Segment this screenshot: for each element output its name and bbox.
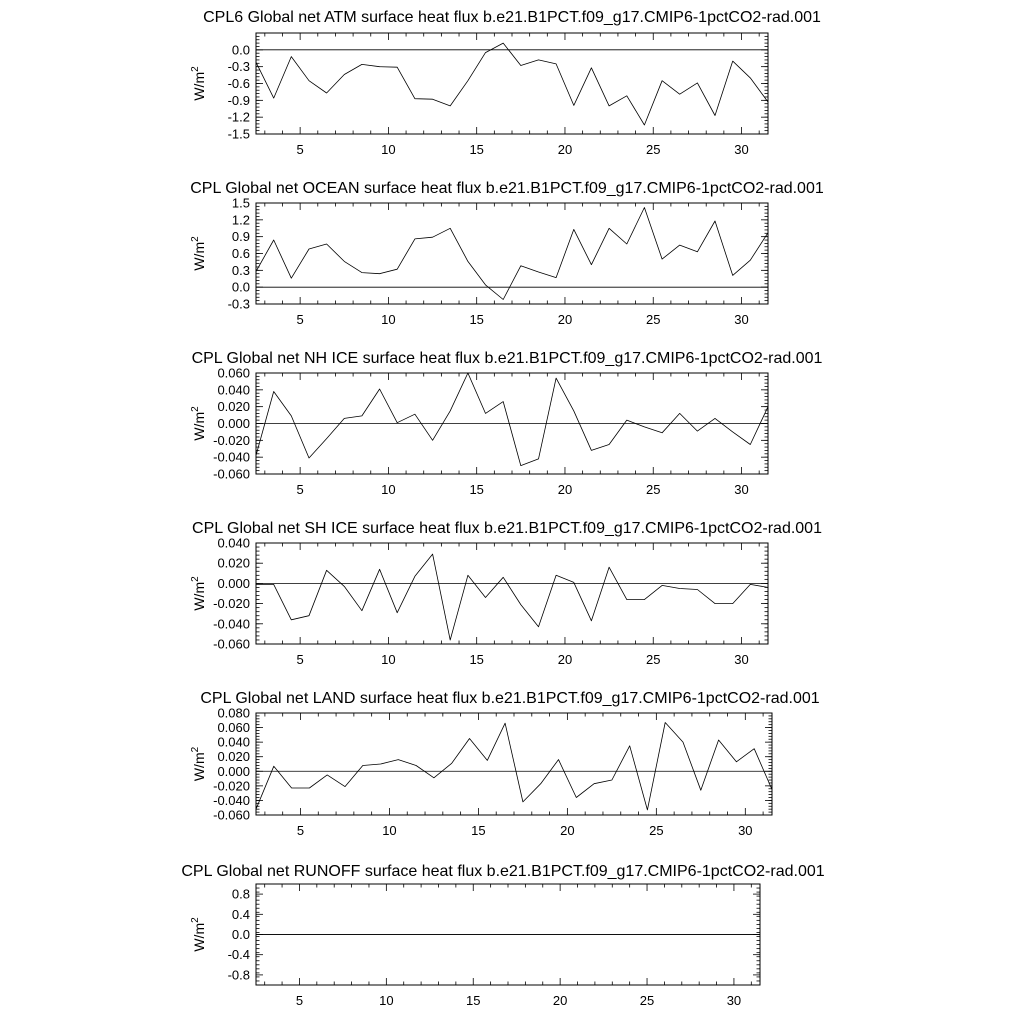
y-axis-label-exponent: 2	[190, 576, 201, 582]
y-axis-label	[190, 576, 207, 611]
chart-title: CPL6 Global net ATM surface heat flux b.e21.B1PCT.f09_g17.CMIP6-1pctCO2-rad.001	[203, 9, 821, 26]
x-tick-label: 5	[296, 312, 304, 327]
y-tick-label: -0.020	[213, 778, 250, 794]
y-tick-label: -1.2	[227, 109, 250, 125]
y-tick-label: -0.020	[213, 596, 250, 612]
x-tick-label: 10	[381, 652, 396, 667]
x-tick-label: 10	[381, 482, 396, 497]
x-tick-label: 25	[646, 142, 661, 157]
y-tick-label: 0.0	[231, 279, 250, 295]
x-tick-label: 10	[382, 823, 397, 838]
x-tick-label: 5	[296, 482, 304, 497]
y-axis-label-unit: W/m	[191, 752, 207, 782]
x-tick-label: 15	[469, 482, 484, 497]
x-tick-label: 10	[381, 142, 396, 157]
chart-panel-2	[190, 180, 824, 327]
data-series-line	[256, 208, 768, 300]
y-axis-label-exponent: 2	[190, 917, 201, 923]
x-tick-label: 25	[646, 312, 661, 327]
y-axis-label-exponent: 2	[190, 236, 201, 242]
x-tick-label: 5	[296, 142, 304, 157]
plot-frame	[256, 543, 768, 644]
y-axis-label-unit: W/m	[191, 71, 207, 101]
x-tick-label: 15	[469, 142, 484, 157]
y-tick-label: 0.020	[217, 399, 250, 415]
data-series-line	[256, 373, 768, 466]
y-axis-label-exponent: 2	[190, 746, 201, 753]
y-tick-label: -0.060	[213, 466, 250, 482]
x-tick-label: 30	[734, 312, 749, 327]
y-tick-label: 0.000	[217, 575, 250, 591]
chart-title: CPL Global net RUNOFF surface heat flux b.e21.B1PCT.f09_g17.CMIP6-1pctCO2-rad.001	[181, 863, 825, 880]
x-tick-label: 15	[471, 823, 486, 838]
y-tick-label: 0.000	[217, 763, 250, 779]
data-series-line	[256, 43, 768, 125]
x-tick-label: 5	[296, 823, 305, 838]
y-tick-label: 0.020	[217, 555, 250, 571]
y-tick-label: -0.060	[213, 636, 250, 652]
x-tick-label: 20	[557, 142, 573, 157]
x-tick-label: 30	[738, 823, 753, 838]
y-tick-label: 0.040	[217, 535, 250, 551]
x-tick-label: 30	[734, 652, 749, 667]
y-tick-label: 0.4	[231, 906, 250, 922]
chart-panel-1	[190, 9, 821, 157]
y-axis-label	[190, 66, 207, 101]
y-tick-label: -0.040	[213, 449, 250, 465]
plot-frame	[256, 203, 768, 304]
y-tick-label: 1.2	[231, 212, 250, 228]
y-tick-label: 0.6	[231, 246, 250, 261]
x-tick-label: 15	[469, 652, 484, 667]
x-tick-label: 10	[381, 312, 396, 327]
x-tick-label: 30	[734, 482, 749, 497]
x-tick-label: 20	[557, 652, 573, 667]
x-tick-label: 30	[734, 142, 749, 157]
chart-title: CPL Global net SH ICE surface heat flux b.e21.B1PCT.f09_g17.CMIP6-1pctCO2-rad.001	[192, 520, 822, 537]
y-tick-label: 0.000	[217, 416, 250, 431]
y-axis-label	[190, 406, 207, 441]
y-axis-label	[190, 236, 207, 271]
y-axis-label-unit: W/m	[191, 411, 207, 441]
x-tick-label: 5	[295, 993, 304, 1008]
x-tick-label: 20	[557, 482, 573, 497]
y-tick-label: 0.060	[217, 720, 250, 736]
x-tick-label: 15	[466, 993, 481, 1008]
chart-panel-3	[190, 350, 823, 497]
y-tick-label: 0.040	[217, 734, 250, 750]
x-tick-label: 10	[379, 993, 394, 1008]
x-tick-label: 5	[296, 652, 304, 667]
x-tick-label: 20	[552, 993, 568, 1008]
chart-panel-5	[190, 690, 820, 838]
y-tick-label: -0.040	[213, 792, 250, 808]
y-tick-label: 0.8	[231, 886, 250, 902]
chart-panel-6	[181, 863, 824, 1008]
x-tick-label: 25	[646, 482, 661, 497]
x-tick-label: 20	[557, 312, 573, 327]
y-tick-label: -0.060	[213, 807, 250, 823]
plot-frame	[256, 33, 768, 134]
y-axis-label-unit: W/m	[191, 922, 207, 952]
y-axis-label-unit: W/m	[191, 241, 207, 271]
x-tick-label: 25	[649, 823, 664, 838]
y-tick-label: 0.3	[231, 262, 250, 278]
y-tick-label: 0.0	[231, 42, 250, 58]
y-tick-label: -0.8	[227, 967, 250, 983]
y-tick-label: 0.020	[217, 749, 250, 765]
y-tick-label: -0.020	[213, 432, 250, 448]
data-series-line	[256, 723, 772, 810]
y-tick-label: 0.060	[217, 365, 250, 381]
y-axis-label	[190, 917, 207, 952]
y-axis-label-unit: W/m	[191, 581, 207, 611]
y-axis-label-exponent: 2	[190, 66, 201, 72]
y-tick-label: 1.5	[231, 195, 250, 211]
y-tick-label: -0.3	[227, 59, 250, 75]
y-tick-label: 0.040	[217, 382, 250, 398]
y-tick-label: 0.9	[231, 229, 250, 245]
data-series-line	[256, 554, 768, 640]
y-tick-label: 0.080	[217, 705, 250, 721]
x-tick-label: 25	[646, 652, 661, 667]
y-axis-label-exponent: 2	[190, 406, 201, 412]
x-tick-label: 30	[726, 993, 742, 1008]
y-tick-label: -0.3	[227, 296, 250, 312]
y-tick-label: -1.5	[227, 126, 250, 142]
chart-panel-4	[190, 520, 822, 667]
y-tick-label: 0.0	[231, 927, 250, 942]
y-tick-label: -0.9	[227, 92, 250, 108]
x-tick-label: 15	[469, 312, 484, 327]
chart-title: CPL Global net LAND surface heat flux b.e21.B1PCT.f09_g17.CMIP6-1pctCO2-rad.001	[200, 690, 820, 707]
y-tick-label: -0.040	[213, 616, 250, 632]
chart-title: CPL Global net NH ICE surface heat flux b.e21.B1PCT.f09_g17.CMIP6-1pctCO2-rad.001	[191, 350, 823, 367]
x-tick-label: 20	[560, 823, 575, 838]
y-tick-label: -0.4	[227, 947, 250, 963]
y-tick-label: -0.6	[227, 76, 250, 91]
chart-title: CPL Global net OCEAN surface heat flux b.e21.B1PCT.f09_g17.CMIP6-1pctCO2-rad.001	[190, 180, 824, 197]
y-axis-label	[190, 746, 207, 781]
x-tick-label: 25	[639, 993, 655, 1008]
